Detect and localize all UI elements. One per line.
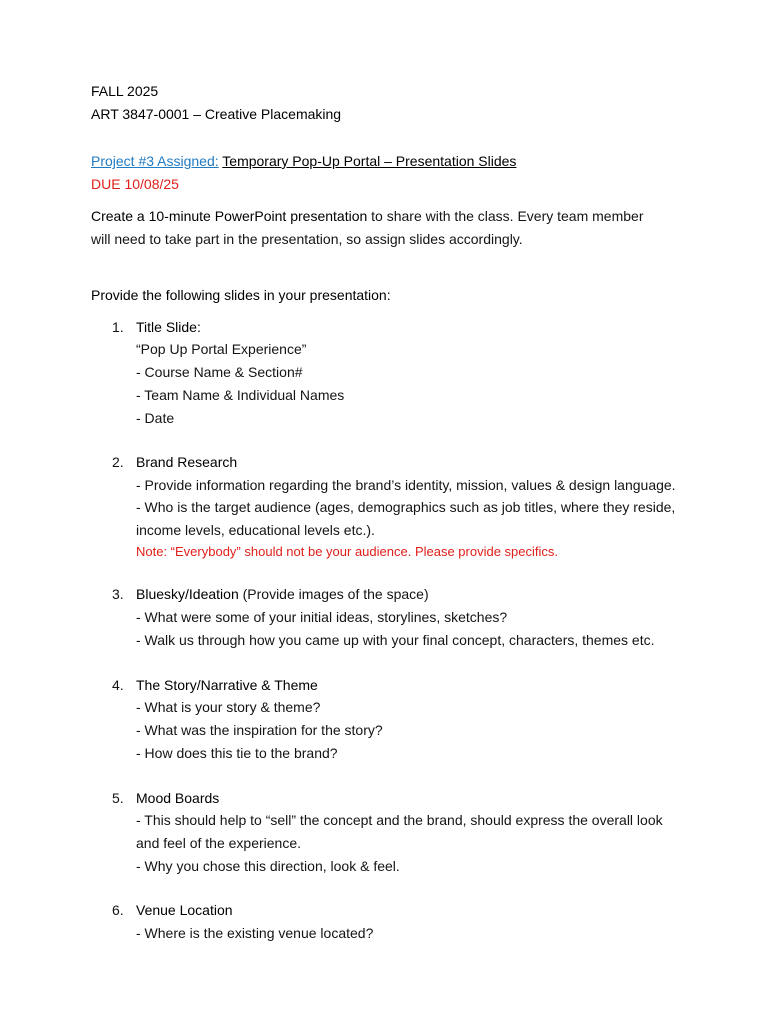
list-item-line: - Why you chose this direction, look & feel. [136,858,400,874]
audience-note: Note: “Everybody” should not be your audience. Please provide specifics. [136,544,559,559]
list-item-line: income levels, educational levels etc.). [136,522,375,538]
intro-line-1 [91,207,644,225]
list-item-title: Title Slide: [136,319,201,335]
list-item-line: - Where is the existing venue located? [136,925,374,941]
list-item-number: 1. [112,319,124,335]
project-line [91,152,516,170]
due-date: DUE 10/08/25 [91,176,179,192]
list-item-line: - Course Name & Section# [136,364,303,380]
list-item-number: 6. [112,902,124,918]
list-item-number: 3. [112,586,124,602]
list-item-number: 5. [112,790,124,806]
list-item-title-suffix: (Provide images of the space) [238,586,429,602]
list-item-number: 2. [112,454,124,470]
course-heading: ART 3847-0001 – Creative Placemaking [91,106,342,122]
list-item-line: - What were some of your initial ideas, storylines, sketches? [136,609,508,625]
term-heading: FALL 2025 [91,83,159,99]
list-item-title: Mood Boards [136,790,220,806]
list-item-line: - Date [136,410,175,426]
list-item-number: 4. [112,677,124,693]
list-item-line: - Who is the target audience (ages, demographics such as job titles, where they reside, [136,499,676,515]
intro-line-2: will need to take part in the presentation, so assign slides accordingly. [91,231,523,247]
list-item-title-row [136,585,429,603]
list-item-line: - How does this tie to the brand? [136,745,338,761]
list-item-title: Venue Location [136,902,233,918]
list-item-line: and feel of the experience. [136,835,302,851]
list-item-line: - Team Name & Individual Names [136,387,345,403]
list-item-line: - What is your story & theme? [136,699,321,715]
list-item-line: - Walk us through how you came up with your final concept, characters, themes etc. [136,632,655,648]
list-item-title: The Story/Narrative & Theme [136,677,318,693]
provide-heading: Provide the following slides in your presentation: [91,287,391,303]
list-item-line: - What was the inspiration for the story? [136,722,383,738]
list-item-title: Brand Research [136,454,238,470]
list-item-line: “Pop Up Portal Experience” [136,341,307,357]
list-item-line: - Provide information regarding the brand’s identity, mission, values & design language. [136,477,676,493]
project-title: Temporary Pop-Up Portal – Presentation Slides [222,153,517,169]
list-item-line: - This should help to “sell” the concept and the brand, should express the overall look [136,812,663,828]
list-item-title: Bluesky/Ideation [136,586,239,602]
project-assigned-label: Project #3 Assigned: [91,153,219,169]
intro-bold: Create a 10-minute PowerPoint presentation [91,208,368,224]
intro-rest: to share with the class. Every team member [367,208,644,224]
